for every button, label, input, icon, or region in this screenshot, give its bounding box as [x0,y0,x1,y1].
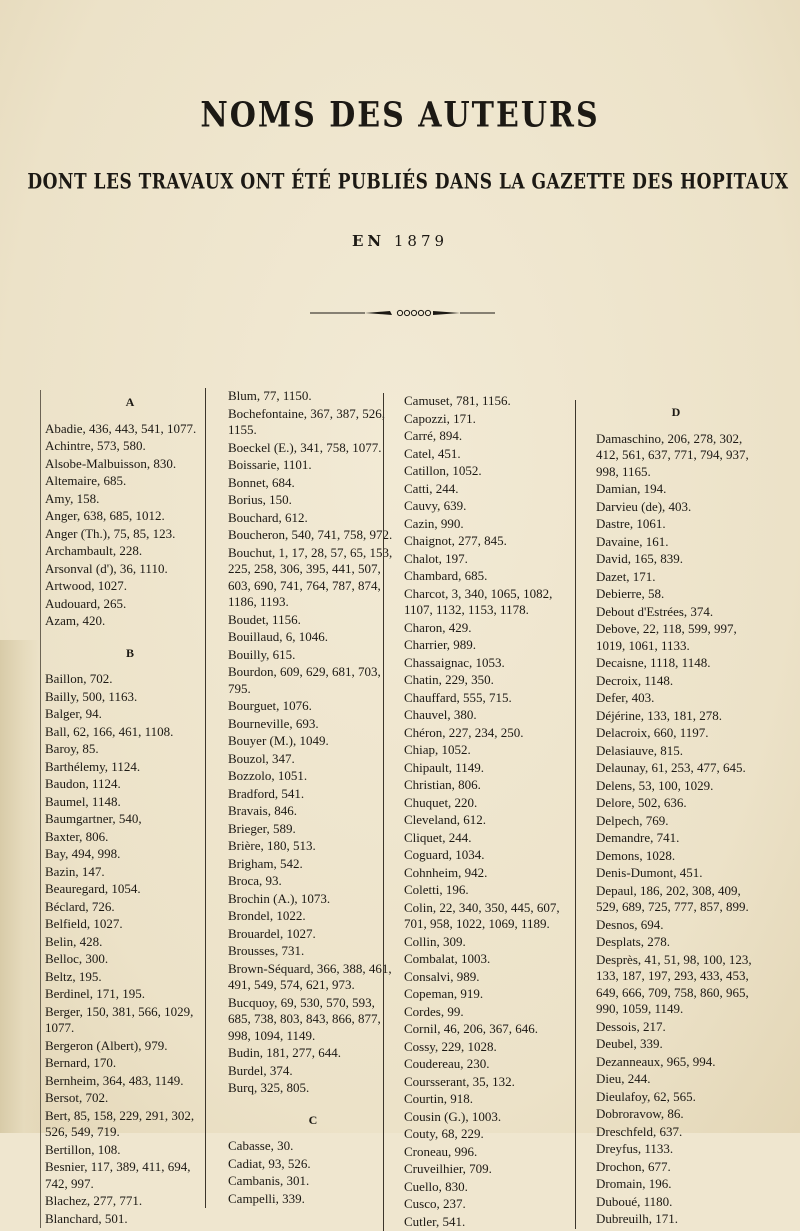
author-entry: Delens, 53, 100, 1029. [596,777,714,793]
author-entry: Cornil, 46, 206, 367, 646. [404,1021,538,1036]
author-entry: Chambard, 685. [404,568,488,583]
author-entry: Ball, 62, 166, 461, 1108. [45,723,174,739]
author-entry: Cleveland, 612. [404,812,486,827]
author-entry: Cabasse, 30. [228,1138,294,1153]
author-entry: Bouchard, 612. [228,509,308,525]
author-entry: Bernard, 170. [45,1055,117,1070]
author-entry: David, 165, 839. [596,551,684,566]
author-entry: Dromain, 196. [596,1176,672,1191]
author-entry: Desprès, 41, 51, 98, 100, 123, 133, 187, 197, 293, 433, 453, 649, 666, 709, 758, 860, 965, 990, 1059, 1149. [596,951,752,1016]
author-entry: Capozzi, 171. [404,410,476,426]
author-entry: Davaine, 161. [596,533,669,549]
author-entry: Baxter, 806. [45,828,109,844]
author-entry: Bailly, 500, 1163. [45,688,138,704]
index-column-2 [205,388,398,1208]
author-entry: Chiap, 1052. [404,742,471,757]
author-entry: Catel, 451. [404,445,461,461]
author-entry: Brieger, 589. [228,820,296,836]
section-letter-heading: B [125,645,134,660]
author-entry: Brouardel, 1027. [228,925,316,941]
author-entry: Cambanis, 301. [228,1173,310,1188]
author-entry: Bay, 494, 998. [45,846,121,861]
author-entry: Brigham, 542. [228,855,303,871]
author-entry: Bersot, 702. [45,1090,109,1105]
author-entry: Charcot, 3, 340, 1065, 1082, 1107, 1132, 1153, 1178. [404,585,553,617]
author-entry: Dezanneaux, 965, 994. [596,1053,716,1069]
author-entry: Courtin, 918. [404,1091,473,1106]
author-entry: Delaunay, 61, 253, 477, 645. [596,760,746,775]
author-entry: Charon, 429. [404,619,472,635]
index-column-4 [575,400,756,1229]
author-entry: Chéron, 227, 234, 250. [404,724,524,740]
author-entry: Dieulafoy, 62, 565. [596,1088,696,1104]
author-entry: Dazet, 171. [596,568,656,584]
author-entry: Bouilly, 615. [228,646,296,662]
author-entry: Delpech, 769. [596,812,669,828]
author-entry: Dastre, 1061. [596,516,666,531]
author-entry: Damaschino, 206, 278, 302, 412, 561, 637, 771, 794, 937, 998, 1165. [596,430,749,479]
section-letter-heading: A [125,395,135,409]
author-entry: Brousses, 731. [228,943,305,958]
author-entry: Artwood, 1027. [45,578,127,593]
author-entry: Coudereau, 230. [404,1056,490,1071]
author-entry: Collin, 309. [404,933,466,949]
author-entry: Consalvi, 989. [404,968,480,984]
author-entry: Blum, 77, 1150. [228,388,312,403]
author-entry: Baillon, 702. [45,671,113,686]
author-entry: Copeman, 919. [404,986,484,1001]
author-entry: Amy, 158. [45,490,100,506]
author-entry: Bouyer (M.), 1049. [228,733,329,748]
author-entry: Cadiat, 93, 526. [228,1155,311,1171]
author-entry: Balger, 94. [45,706,102,721]
author-entry: Delacroix, 660, 1197. [596,725,709,740]
page-title: NOMS DES AUTEURS [200,95,600,136]
section-letter-heading: C [308,1112,318,1127]
author-entry: Béclard, 726. [45,898,115,914]
year-line [0,232,800,250]
author-entry: Borius, 150. [228,492,292,507]
author-entry: Bergeron (Albert), 979. [45,1037,168,1053]
author-entry: Decroix, 1148. [596,672,674,688]
author-entry: Cusco, 237. [404,1196,466,1211]
author-entry: Altemaire, 685. [45,473,127,488]
index-column-1 [40,390,215,1228]
author-entry: Boudet, 1156. [228,611,301,627]
author-entry: Bernheim, 364, 483, 1149. [45,1072,184,1088]
author-entry: Bourneville, 693. [228,715,319,731]
author-entry: Boissarie, 1101. [228,457,312,472]
author-entry: Abadie, 436, 443, 541, 1077. [45,420,197,436]
author-entry: Cossy, 229, 1028. [404,1038,497,1054]
author-entry: Cauvy, 639. [404,498,467,513]
author-entry: Couty, 68, 229. [404,1126,484,1141]
author-entry: Blanchard, 501. [45,1210,128,1226]
section-letter-heading: D [671,405,681,419]
author-entry: Chauffard, 555, 715. [404,689,512,705]
author-entry: Bazin, 147. [45,863,105,879]
author-entry: Beltz, 195. [45,968,102,984]
author-entry: Christian, 806. [404,777,481,792]
author-entry: Desnos, 694. [596,916,664,932]
author-entry: Budin, 181, 277, 644. [228,1045,342,1060]
author-entry: Baumgartner, 540, [45,811,142,826]
author-entry: Dreyfus, 1133. [596,1141,674,1156]
author-entry: Chatin, 229, 350. [404,672,494,687]
author-entry: Combalat, 1003. [404,951,491,966]
author-entry: Bochefontaine, 367, 387, 526, 1155. [228,405,386,437]
author-entry: Dubreuilh, 171. [596,1211,678,1226]
author-entry: Chalot, 197. [404,550,468,566]
author-entry: Cazin, 990. [404,515,464,531]
author-entry: Chipault, 1149. [404,759,485,775]
index-column-3 [383,393,569,1231]
author-entry: Demandre, 741. [596,830,680,845]
author-entry: Boeckel (E.), 341, 758, 1077. [228,439,382,455]
author-entry: Brière, 180, 513. [228,838,316,853]
author-entry: Anger, 638, 685, 1012. [45,508,165,523]
section-gap [228,1098,398,1108]
worn-left-edge [0,640,40,1133]
author-entry: Dobroravow, 86. [596,1106,684,1121]
author-entry: Arsonval (d'), 36, 1110. [45,560,168,576]
author-entry: Chassaignac, 1053. [404,654,505,670]
author-entry: Cruveilhier, 709. [404,1161,492,1176]
year-prefix: EN [351,232,386,250]
author-entry: Debove, 22, 118, 599, 997, 1019, 1061, 1133. [596,621,737,653]
author-entry: Duboué, 1180. [596,1193,673,1209]
author-entry: Depaul, 186, 202, 308, 409, 529, 689, 725, 777, 857, 899. [596,882,749,914]
year-value: 1879 [393,232,449,250]
author-entry: Cutler, 541. [404,1213,466,1229]
author-entry: Demons, 1028. [596,847,676,863]
author-entry: Bradford, 541. [228,785,305,801]
author-entry: Desplats, 278. [596,934,671,949]
author-entry: Brondel, 1022. [228,908,306,923]
author-entry: Debout d'Estrées, 374. [596,603,714,619]
author-entry: Anger (Th.), 75, 85, 123. [45,525,176,541]
author-entry: Chauvel, 380. [404,707,477,722]
author-entry: Carré, 894. [404,428,463,443]
author-entry: Drochon, 677. [596,1158,671,1174]
author-entry: Baumel, 1148. [45,793,121,809]
author-entry: Archambault, 228. [45,543,143,558]
author-entry: Bonnet, 684. [228,474,295,490]
author-entry: Belin, 428. [45,933,103,949]
author-entry: Decaisne, 1118, 1148. [596,655,711,670]
author-entry: Croneau, 996. [404,1143,478,1159]
author-entry: Berdinel, 171, 195. [45,986,146,1001]
page-subtitle: DONT LES TRAVAUX ONT ÉTÉ PUBLIÉS DANS LA GAZETTE DES HOPITAUX [27,169,789,195]
author-entry: Damian, 194. [596,481,667,496]
author-entry: Colin, 22, 340, 350, 445, 607, 701, 958, 1022, 1069, 1189. [404,899,560,931]
author-entry: Debierre, 58. [596,586,665,601]
author-entry: Chaignot, 277, 845. [404,533,507,548]
author-entry: Cliquet, 244. [404,829,472,845]
author-entry: Belloc, 300. [45,951,109,966]
author-entry: Boucheron, 540, 741, 758, 972. [228,527,393,542]
author-entry: Coguard, 1034. [404,847,485,862]
author-entry: Azam, 420. [45,613,106,628]
author-entry: Bert, 85, 158, 229, 291, 302, 526, 549, 719. [45,1107,195,1139]
author-entry: Bucquoy, 69, 530, 570, 593, 685, 738, 803, 843, 866, 877, 998, 1094, 1149. [228,994,381,1043]
author-entry: Dessois, 217. [596,1018,666,1034]
author-entry: Campelli, 339. [228,1190,305,1206]
author-entry: Baroy, 85. [45,741,99,756]
author-entry: Broca, 93. [228,873,282,888]
section-gap [45,631,215,641]
author-entry: Charrier, 989. [404,637,477,652]
author-entry: Bourguet, 1076. [228,698,312,713]
author-entry: Catillon, 1052. [404,463,482,478]
author-entry: Alsobe-Malbuisson, 830. [45,455,177,471]
author-entry: Burdel, 374. [228,1062,293,1078]
author-entry: Darvieu (de), 403. [596,498,692,514]
author-entry: Burq, 325, 805. [228,1080,310,1095]
author-entry: Delasiauve, 815. [596,742,684,758]
author-entry: Camuset, 781, 1156. [404,393,511,408]
author-entry: Berger, 150, 381, 566, 1029, 1077. [45,1003,194,1035]
author-entry: Denis-Dumont, 451. [596,865,703,880]
author-entry: Besnier, 117, 389, 411, 694, 742, 997. [45,1159,191,1191]
author-entry: Blachez, 277, 771. [45,1193,143,1208]
author-entry: Coletti, 196. [404,882,469,897]
author-entry: Catti, 244. [404,480,459,496]
author-entry: Brown-Séquard, 366, 388, 461, 491, 549, 574, 621, 973. [228,960,392,992]
author-entry: Coursserant, 35, 132. [404,1073,515,1089]
author-entry: Bourdon, 609, 629, 681, 703, 795. [228,664,381,696]
author-entry: Bouchut, 1, 17, 28, 57, 65, 153, 225, 258, 306, 395, 441, 507, 603, 690, 741, 764, 787, 874, 1186, 1193. [228,544,393,609]
author-entry: Baudon, 1124. [45,776,121,791]
author-entry: Bravais, 846. [228,803,297,818]
author-entry: Bouzol, 347. [228,750,295,766]
author-entry: Achintre, 573, 580. [45,438,146,453]
author-entry: Brochin (A.), 1073. [228,890,331,906]
author-entry: Barthélemy, 1124. [45,758,141,774]
author-entry: Deubel, 339. [596,1036,663,1051]
author-entry: Dreschfeld, 637. [596,1123,683,1139]
author-entry: Cordes, 99. [404,1003,464,1019]
author-entry: Chuquet, 220. [404,794,478,810]
author-entry: Delore, 502, 636. [596,795,687,810]
author-entry: Bouillaud, 6, 1046. [228,629,329,644]
author-entry: Cohnheim, 942. [404,864,488,880]
author-entry: Belfield, 1027. [45,916,123,931]
author-entry: Déjérine, 133, 181, 278. [596,707,723,723]
author-entry: Dieu, 244. [596,1071,651,1086]
ornament-divider [310,308,495,318]
author-entry: Bozzolo, 1051. [228,768,308,783]
author-entry: Cuello, 830. [404,1178,468,1194]
author-entry: Beauregard, 1054. [45,881,141,896]
author-entry: Cousin (G.), 1003. [404,1108,502,1124]
author-entry: Audouard, 265. [45,595,127,611]
author-entry: Defer, 403. [596,690,655,705]
author-entry: Bertillon, 108. [45,1141,121,1157]
